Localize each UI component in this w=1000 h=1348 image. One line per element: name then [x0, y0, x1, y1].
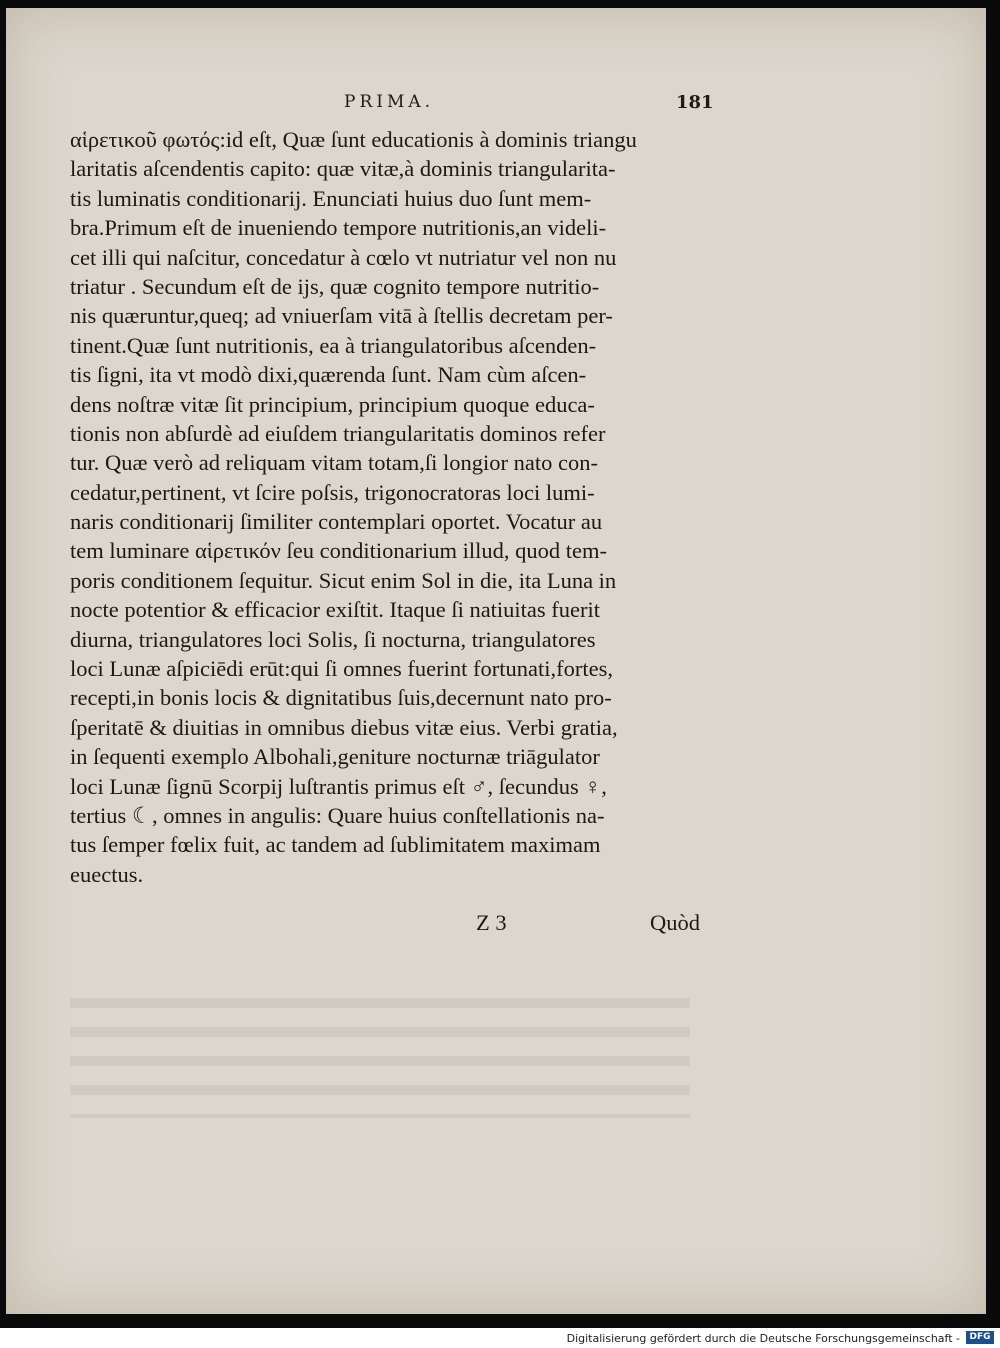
text-line: tus ſemper fœlix fuit, ac tandem ad ſublimitatem maximam: [70, 832, 601, 858]
show-through-texture: [70, 998, 690, 1118]
text-line: bra.Primum eſt de inueniendo tempore nutritionis,an videli-: [70, 215, 607, 241]
text-line: tis ſigni, ita vt modò dixi,quærenda ſunt. Nam cùm aſcen-: [70, 362, 587, 388]
running-head: PRIMA.: [344, 92, 435, 112]
text-line: in ſequenti exemplo Albohali,geniture nocturnæ triāgulator: [70, 744, 600, 770]
text-line: cedatur,pertinent, vt ſcire poſsis, trigonocratoras loci lumi-: [70, 479, 595, 505]
text-line: tem luminare αἱρετικόν ſeu conditionarium illud, quod tem-: [70, 538, 608, 564]
text-line: poris conditionem ſequitur. Sicut enim Sol in die, ita Luna in: [70, 567, 617, 593]
book-page: [6, 8, 986, 1314]
text-line: loci Lunæ ſignū Scorpij luſtrantis primus eſt ♂, ſecundus ♀,: [70, 773, 607, 799]
page-header: [6, 92, 986, 122]
text-line: euectus.: [70, 861, 144, 887]
text-line: tionis non abſurdè ad eiuſdem triangularitatis dominos refer: [70, 420, 606, 446]
credit-text: Digitalisierung gefördert durch die Deutsche Forschungsgemeinschaft -: [566, 1332, 960, 1345]
text-line: tinent.Quæ ſunt nutritionis, ea à triangulatoribus aſcenden-: [70, 332, 597, 358]
text-line: cet illi qui naſcitur, concedatur à cœlo vt nutriatur vel non nu: [70, 244, 617, 270]
text-line: diurna, triangulatores loci Solis, ſi nocturna, triangulatores: [70, 626, 596, 652]
text-line: ſperitatē & diuitias in omnibus diebus vitæ eius. Verbi gratia,: [70, 714, 618, 740]
text-line: tur. Quæ verò ad reliquam vitam totam,ſi longior nato con-: [70, 450, 599, 476]
text-line: naris conditionarij ſimiliter contemplari oportet. Vocatur au: [70, 509, 603, 535]
text-line: tertius ☾, omnes in angulis: Quare huius conſtellationis na-: [70, 802, 605, 828]
page-number: 181: [676, 92, 714, 113]
signature-mark: Z 3: [476, 910, 507, 935]
text-line: dens noſtræ vitæ ſit principium, principium quoque educa-: [70, 391, 595, 417]
text-line: nocte potentior & efficacior exiſtit. Itaque ſi natiuitas fuerit: [70, 597, 601, 623]
text-line: tis luminatis conditionarij. Enunciati huius duo ſunt mem-: [70, 185, 592, 211]
text-line: nis quæruntur,queq; ad vniuerſam vitā à ſtellis decretam per-: [70, 303, 613, 329]
text-line: triatur . Secundum eſt de ijs, quæ cognito tempore nutritio-: [70, 273, 600, 299]
text-line: αἱρετικοῦ φωτός:id eſt, Quæ ſunt educationis à dominis triangu: [70, 127, 637, 152]
body-text: [70, 125, 730, 889]
text-line: recepti,in bonis locis & dignitatibus ſuis,decernunt nato pro-: [70, 685, 612, 711]
digitization-credit-bar: [0, 1328, 1000, 1348]
page-footer: [6, 910, 986, 944]
dfg-logo: DFG: [966, 1331, 994, 1344]
catchword: Quòd: [650, 910, 700, 935]
text-line: loci Lunæ aſpiciēdi erūt:qui ſi omnes fuerint fortunati,fortes,: [70, 656, 613, 682]
text-line: laritatis aſcendentis capito: quæ vitæ,à dominis triangularita-: [70, 156, 616, 182]
